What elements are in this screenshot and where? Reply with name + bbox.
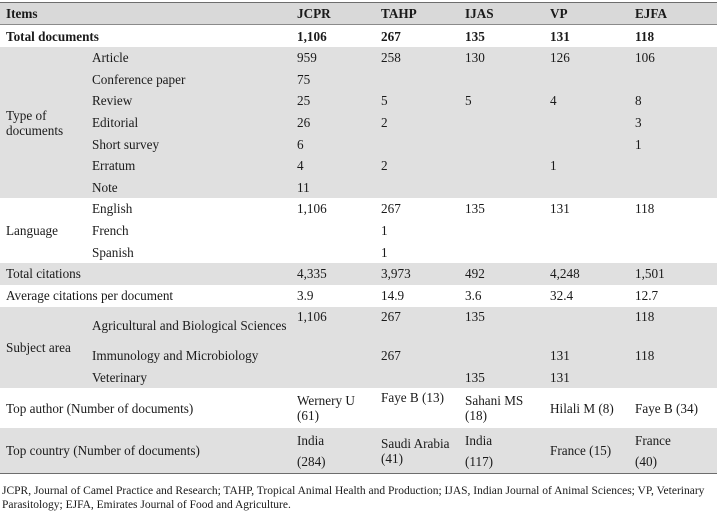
cell-line: (117) — [465, 453, 494, 469]
group-label: Language — [6, 223, 58, 239]
header-vp: VP — [544, 3, 629, 25]
table-cell: Sahani MS (18) — [465, 393, 524, 424]
cell-line: (40) — [635, 453, 657, 469]
table-cell: 1 — [544, 155, 629, 177]
cell-line: (284) — [297, 453, 326, 469]
cell-line: India — [465, 432, 493, 448]
journal-comparison-table — [0, 2, 717, 474]
table-row — [0, 25, 717, 48]
table-cell: 135 — [459, 307, 544, 345]
table-cell: 492 — [459, 263, 544, 285]
cell-line: India — [297, 432, 325, 448]
table-cell — [459, 177, 544, 199]
table-cell — [629, 241, 717, 263]
table-cell: 12.7 — [635, 288, 659, 304]
table-cell — [459, 428, 544, 474]
table-cell — [459, 133, 544, 155]
table-row — [0, 345, 717, 367]
table-footnote: JCPR, Journal of Camel Practice and Research; TAHP, Tropical Animal Health and Production; IJAS, Indian Journal of Animal Sciences; VP, Veterinary Parasitology; EJFA, Emirates Journal of Food and Agriculture. — [2, 485, 705, 511]
table-row — [0, 307, 717, 345]
table-cell: France (15) — [544, 428, 629, 474]
table-cell: 1,106 — [291, 307, 375, 345]
table-cell: 1,106 — [297, 28, 327, 44]
table-cell: 131 — [544, 367, 629, 389]
sub-label: Short survey — [92, 133, 291, 155]
table-cell: 1 — [381, 223, 388, 239]
header-ejfa: EJFA — [629, 3, 717, 25]
sub-label: Immunology and Microbiology — [92, 345, 291, 367]
sub-label: English — [92, 201, 133, 217]
table-cell: 126 — [544, 47, 629, 69]
table-cell: 1,501 — [629, 263, 717, 285]
table-row — [0, 69, 717, 91]
table-cell — [629, 69, 717, 91]
table-cell — [629, 220, 717, 242]
table-row — [0, 388, 717, 428]
header-jcpr: JCPR — [291, 3, 375, 25]
table-cell — [459, 220, 544, 242]
table-cell: 2 — [375, 112, 459, 134]
table-cell: Hilali M (8) — [550, 400, 614, 416]
table-cell — [544, 220, 629, 242]
table-row — [0, 428, 717, 474]
table-cell — [375, 69, 459, 91]
table-cell: 3 — [629, 112, 717, 134]
table-row — [0, 177, 717, 199]
table-cell: 267 — [381, 28, 401, 44]
table-cell: 131 — [544, 345, 629, 367]
table-cell: 5 — [459, 90, 544, 112]
table-row — [0, 263, 717, 285]
table-cell: 959 — [291, 47, 375, 69]
table-cell: Saudi Arabia (41) — [375, 428, 459, 474]
table-cell: 3.9 — [297, 288, 314, 304]
group-label: Subject area — [0, 307, 92, 388]
table-cell: 258 — [375, 47, 459, 69]
table-row — [0, 198, 717, 220]
table-row — [0, 367, 717, 389]
table-row — [0, 241, 717, 263]
table-cell: 131 — [550, 28, 570, 44]
table-cell — [629, 155, 717, 177]
table-cell: 1 — [629, 133, 717, 155]
table-cell — [291, 428, 375, 474]
sub-label: Article — [92, 47, 291, 69]
table-cell: 32.4 — [550, 288, 574, 304]
sub-label: Spanish — [92, 244, 134, 260]
table-row — [0, 220, 717, 242]
table-cell: 6 — [291, 133, 375, 155]
table-cell: 25 — [291, 90, 375, 112]
sub-label: Agricultural and Biological Sciences — [92, 307, 291, 345]
table-cell: Wernery U (61) — [297, 393, 355, 424]
table-cell — [459, 112, 544, 134]
table-cell — [375, 367, 459, 389]
table-cell — [291, 241, 375, 263]
table-row — [0, 285, 717, 307]
sub-label: Veterinary — [92, 367, 291, 389]
table-cell: 4 — [544, 90, 629, 112]
table-cell: 75 — [291, 69, 375, 91]
table-cell — [544, 307, 629, 345]
table-row — [0, 112, 717, 134]
table-cell — [291, 220, 375, 242]
table-cell — [544, 133, 629, 155]
table-cell: 5 — [375, 90, 459, 112]
table-cell: Faye B (13) — [381, 390, 444, 406]
table-cell — [629, 367, 717, 389]
table-cell — [291, 345, 375, 367]
row-label: Total documents — [6, 28, 99, 44]
table-cell: 118 — [629, 307, 717, 345]
table-cell: 3.6 — [465, 288, 482, 304]
table-row — [0, 133, 717, 155]
table-cell: 4,335 — [291, 263, 375, 285]
sub-label: Conference paper — [92, 69, 291, 91]
table-cell: 135 — [465, 28, 485, 44]
row-label: Total citations — [0, 263, 291, 285]
sub-label: French — [92, 223, 129, 239]
table-cell — [629, 177, 717, 199]
table-cell — [544, 112, 629, 134]
header-row — [0, 3, 717, 25]
table-cell: 267 — [381, 201, 401, 217]
table-cell — [544, 241, 629, 263]
table-cell: 8 — [629, 90, 717, 112]
header-items: Items — [0, 3, 291, 25]
table-cell: 130 — [459, 47, 544, 69]
row-label: Average citations per document — [6, 288, 174, 304]
group-label: Type of documents — [0, 47, 92, 198]
header-ijas: IJAS — [459, 3, 544, 25]
table-row — [0, 155, 717, 177]
table-cell — [544, 177, 629, 199]
sub-label: Review — [92, 90, 291, 112]
table-cell — [291, 367, 375, 389]
table-cell — [459, 69, 544, 91]
table-cell: 26 — [291, 112, 375, 134]
sub-label: Editorial — [92, 112, 291, 134]
sub-label: Erratum — [92, 155, 291, 177]
table-cell: 131 — [550, 201, 570, 217]
cell-line: France — [635, 432, 671, 448]
table-cell: 1 — [381, 244, 388, 260]
table-cell: 118 — [629, 345, 717, 367]
table-row — [0, 90, 717, 112]
table-cell — [375, 177, 459, 199]
table-cell: 4,248 — [544, 263, 629, 285]
table-cell: 267 — [375, 307, 459, 345]
table-cell: 2 — [375, 155, 459, 177]
table-cell: 106 — [629, 47, 717, 69]
table-cell — [459, 155, 544, 177]
table-cell: 267 — [375, 345, 459, 367]
table-cell: 118 — [635, 201, 655, 217]
table-cell: 1,106 — [297, 201, 327, 217]
table-cell — [375, 133, 459, 155]
sub-label: Note — [92, 177, 291, 199]
table-cell — [459, 241, 544, 263]
table-cell: 135 — [459, 367, 544, 389]
table-cell — [544, 69, 629, 91]
table-cell — [629, 428, 717, 474]
row-label: Top author (Number of documents) — [6, 400, 194, 416]
header-tahp: TAHP — [375, 3, 459, 25]
table-cell: 4 — [291, 155, 375, 177]
table-cell: 118 — [635, 28, 655, 44]
table-cell: 11 — [291, 177, 375, 199]
table-row — [0, 47, 717, 69]
table-cell: Faye B (34) — [635, 400, 698, 416]
table-cell: 14.9 — [381, 288, 405, 304]
row-label: Top country (Number of documents) — [0, 428, 291, 474]
table-cell: 3,973 — [375, 263, 459, 285]
table-cell: 135 — [465, 201, 485, 217]
table-cell — [459, 345, 544, 367]
